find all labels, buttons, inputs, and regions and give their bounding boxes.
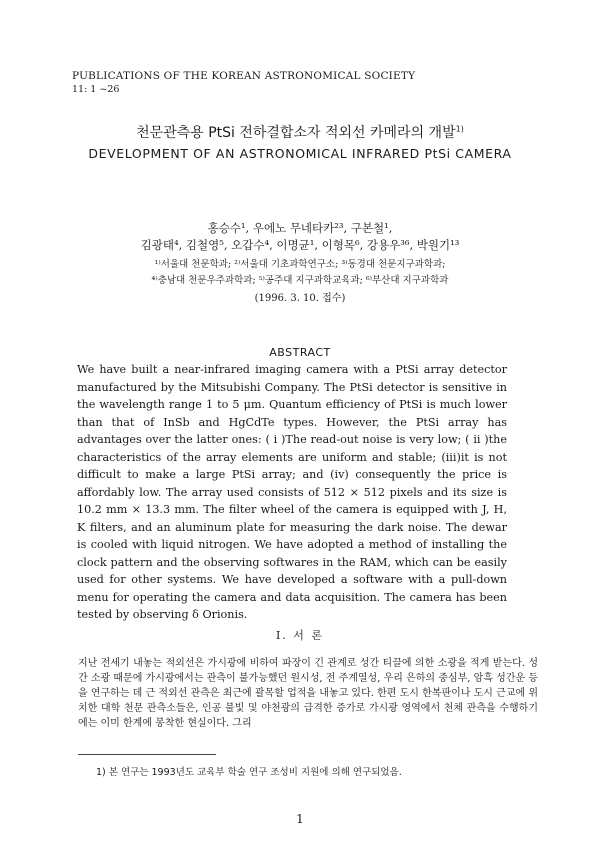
authors-line-2: 김광태⁴, 김철영⁵, 오갑수⁴, 이명균¹, 이형목⁶, 강용우³⁶, 박원기¹³ xyxy=(140,238,460,252)
title-english: DEVELOPMENT OF AN ASTRONOMICAL INFRARED PtSi CAMERA xyxy=(88,146,512,161)
footnote-divider xyxy=(78,754,216,755)
authors-line-1: 홍승수¹, 우에노 무네타카²³, 구본철¹, xyxy=(207,221,393,235)
section-heading: I. 서 론 xyxy=(275,629,325,642)
title-korean-text: 천문관측용 PtSi 전하결합소자 적외선 카메라의 개발 xyxy=(136,125,456,141)
page-number: 1 xyxy=(296,812,304,826)
abstract-body: We have built a near-infrared imaging camera with a PtSi array detector manufactured by the Mitsubishi Company. The PtSi detector is sensitive in the wavelength range 1 to 5 μm. Quantum efficiency of PtSi is much lower than that of InSb and HgCdTe types. However, the PtSi array has advantages over the latter ones: ( i )The read-out noise is very low; ( ii )the characteristics of the array elements are uniform and stable; (iii)it is not difficult to make a large PtSi array; and (iv) consequently the price is affordably low. The array used consists of 512 × 512 pixels and its size is 10.2 mm × 13.3 mm. The filter wheel of the camera is equipped with J, H, K filters, and an aluminum plate for measuring the dark noise. The dewar is cooled with liquid nitrogen. We have adopted a method of installing the clock pattern and the observing softwares in the RAM, which can be easily used for other systems. We have developed a software with a pull-down menu for operating the camera and data acquisition. The camera has been tested by observing δ Orionis. xyxy=(77,363,507,621)
abstract-heading: ABSTRACT xyxy=(269,346,331,359)
title-korean xyxy=(0,122,600,142)
title-footnote-marker: 1) xyxy=(455,124,464,134)
volume-pages: 11: 1 ~26 xyxy=(72,84,120,95)
section-body: 지난 전세기 내놓는 적외선은 가시광에 비하여 파장이 긴 관계로 성간 티끌에 의한 소광을 적게 받는다. 성간 소광 때문에 가시광에서는 관측이 불가능했던 원시성, 전 주계열성, 우리 은하의 중심부, 암흑 성간운 등을 연구하는 데 근 적외선 관측은 최근에 괄목할 업적을 내놓고 있다. 한편 도시 한복판이나 도시 근교에 위치한 대학 천문 관측소들은, 인공 불빛 및 야천광의 급격한 증가로 가시광 영역에서 천체 관측을 수행하기에는 이미 한계에 봉착한 현실이다. 그리 xyxy=(78,658,538,729)
affiliations-line-2: ⁴⁾충남대 천문우주과학과; ⁵⁾공주대 지구과학교육과; ⁶⁾부산대 지구과학과 xyxy=(151,275,449,286)
received-date: (1996. 3. 10. 접수) xyxy=(254,293,346,304)
journal-name: PUBLICATIONS OF THE KOREAN ASTRONOMICAL SOCIETY xyxy=(72,70,416,82)
footnote: 1) 본 연구는 1993년도 교육부 학술 연구 조성비 지원에 의해 연구되었음. xyxy=(96,767,402,778)
affiliations-line-1: ¹⁾서울대 천문학과; ²⁾서울대 기초과학연구소; ³⁾동경대 천문지구과학과; xyxy=(154,259,446,270)
